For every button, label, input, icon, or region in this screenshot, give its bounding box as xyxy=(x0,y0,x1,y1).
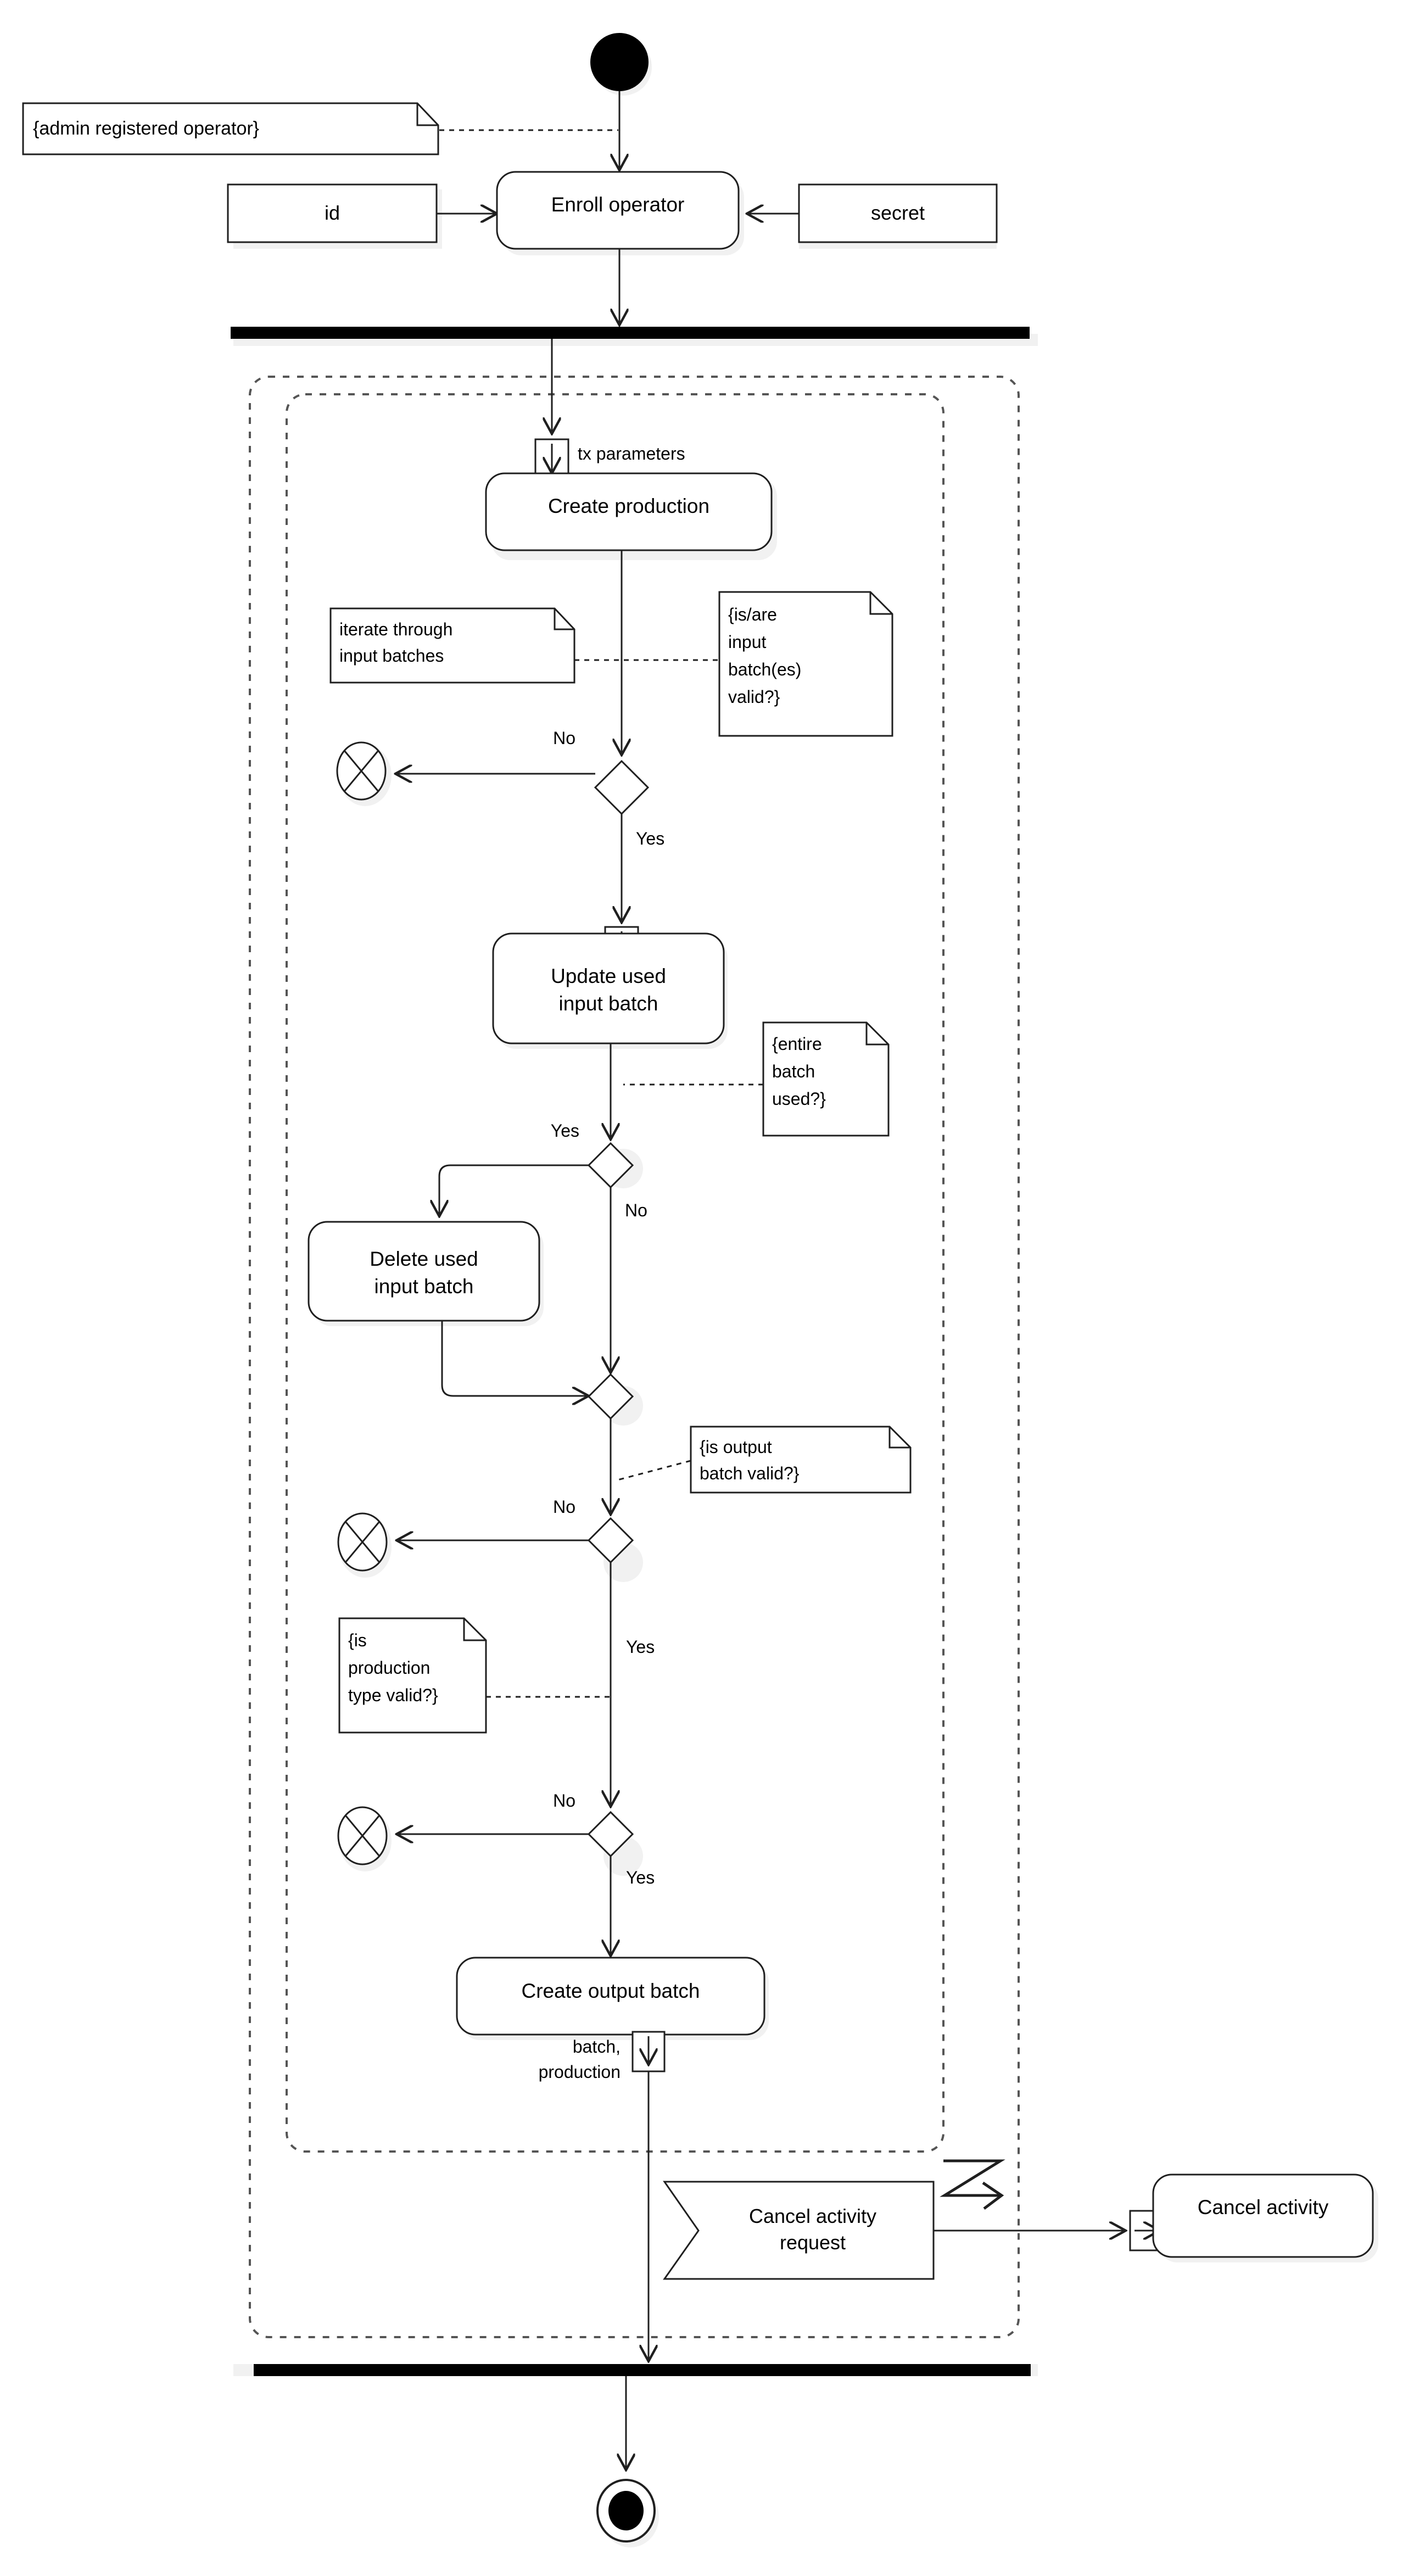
accept-event-line1: Cancel activity xyxy=(748,2205,877,2227)
edge-label-decision3-yes: Yes xyxy=(626,1637,655,1657)
note-entire-batch-used xyxy=(763,1022,888,1136)
object-node-secret xyxy=(799,185,997,242)
note-production-type-line1: {is xyxy=(348,1630,367,1650)
action-enroll-operator[interactable] xyxy=(497,172,739,249)
fork-bar-top xyxy=(231,327,1030,339)
output-pin-batch-production-line2: production xyxy=(538,2062,621,2082)
note-entire-used-line3: used?} xyxy=(772,1089,826,1109)
action-enroll-operator-label: Enroll operator xyxy=(551,193,685,216)
edge-label-decision2-yes: Yes xyxy=(550,1121,579,1141)
note-input-batches-valid xyxy=(719,592,892,736)
action-create-output-batch[interactable] xyxy=(457,1958,764,2035)
action-delete-used-input-batch-line2: input batch xyxy=(374,1275,474,1298)
note-output-valid-line1: {is output xyxy=(700,1437,772,1457)
initial-node xyxy=(591,33,648,91)
note-output-batch-valid xyxy=(691,1427,910,1493)
action-update-used-input-batch-line1: Update used xyxy=(551,965,666,987)
action-create-output-batch-label: Create output batch xyxy=(521,1980,700,2002)
accept-event-line2: request xyxy=(779,2231,846,2254)
edge-label-decision4-yes: Yes xyxy=(626,1868,655,1887)
object-node-id-label: id xyxy=(324,202,340,224)
edge-label-decision4-no: No xyxy=(553,1791,575,1811)
object-node-id xyxy=(228,185,437,242)
note-input-valid-line3: batch(es) xyxy=(728,660,802,679)
flow-final-node-3 xyxy=(338,1807,387,1864)
note-production-type-line3: type valid?} xyxy=(348,1685,438,1705)
activity-final-node xyxy=(597,2480,655,2541)
action-cancel-activity[interactable] xyxy=(1153,2175,1373,2257)
action-update-used-input-batch[interactable] xyxy=(493,934,724,1043)
note-entire-used-line2: batch xyxy=(772,1061,815,1081)
note-iterate-line1: iterate through xyxy=(339,619,453,639)
note-admin-registered-operator xyxy=(23,103,438,154)
edge-label-decision1-yes: Yes xyxy=(636,829,665,848)
edge-label-decision3-no: No xyxy=(553,1497,575,1517)
action-update-used-input-batch-line2: input batch xyxy=(558,992,658,1015)
flow-final-node-2 xyxy=(338,1513,387,1571)
action-cancel-activity-label: Cancel activity xyxy=(1197,2196,1329,2219)
flow-final-node-1 xyxy=(337,742,385,800)
output-pin-batch-production-line1: batch, xyxy=(572,2037,621,2057)
edge-label-decision2-no: No xyxy=(625,1200,647,1220)
join-bar-bottom xyxy=(254,2364,1031,2376)
accept-event-cancel-activity-request[interactable] xyxy=(664,2182,934,2279)
action-create-production[interactable] xyxy=(486,473,772,550)
object-node-secret-label: secret xyxy=(870,202,925,224)
action-delete-used-input-batch-line1: Delete used xyxy=(370,1248,478,1270)
edge-label-decision1-no: No xyxy=(553,728,575,748)
note-production-type-line2: production xyxy=(348,1658,431,1678)
input-pin-tx-parameters-label: tx parameters xyxy=(578,444,685,463)
note-iterate-through-input-batches xyxy=(331,608,574,683)
note-entire-used-line1: {entire xyxy=(772,1034,822,1054)
note-output-valid-line2: batch valid?} xyxy=(700,1463,800,1483)
note-input-valid-line2: input xyxy=(728,632,767,652)
note-admin-text: {admin registered operator} xyxy=(33,118,260,139)
note-production-type-valid xyxy=(339,1618,486,1733)
note-input-valid-line4: valid?} xyxy=(728,687,780,707)
note-input-valid-line1: {is/are xyxy=(728,605,777,624)
action-create-production-label: Create production xyxy=(547,495,710,517)
action-delete-used-input-batch[interactable] xyxy=(309,1222,539,1321)
note-iterate-line2: input batches xyxy=(339,646,444,666)
